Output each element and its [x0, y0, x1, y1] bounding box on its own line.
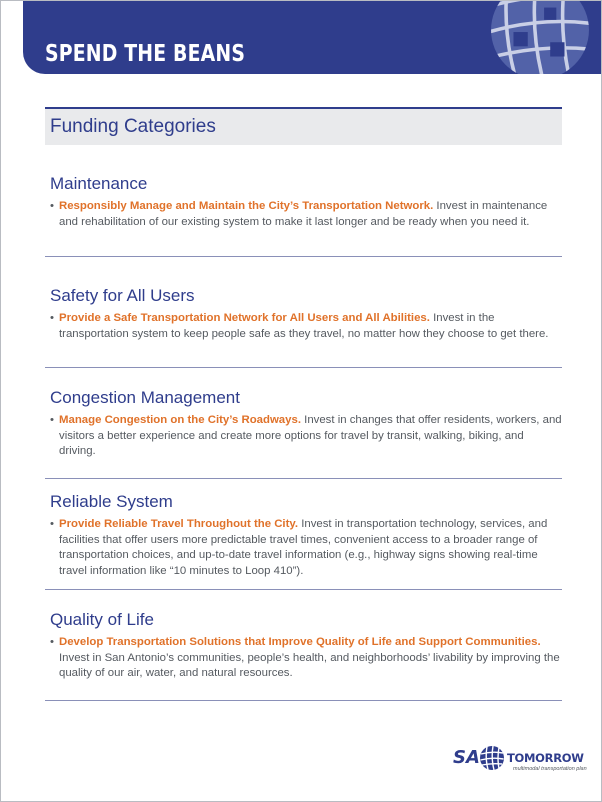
category-text: Invest in San Antonio’s communities, people’s health, and neighborhoods’ livability by improving the quality of our air, water, and natural resources. — [59, 651, 560, 679]
bullet-icon: • — [50, 518, 54, 530]
banner-title: SPEND THE BEANS — [45, 41, 246, 67]
category-title: Safety for All Users — [50, 286, 195, 305]
category-maintenance — [45, 145, 562, 257]
category-title: Reliable System — [50, 492, 173, 511]
category-lead: Develop Transportation Solutions that Improve Quality of Life and Support Communities. — [59, 636, 541, 648]
category-text: Invest in the transportation system to keep people safe as they travel, no matter how they choose to get there. — [59, 312, 549, 340]
logo-sa-text: SA — [453, 747, 480, 768]
bullet-icon: • — [50, 312, 54, 324]
category-safety — [45, 257, 562, 368]
category-description — [50, 635, 562, 682]
category-congestion — [45, 368, 562, 479]
category-description — [50, 517, 562, 579]
category-lead: Provide Reliable Travel Throughout the City. — [59, 518, 299, 530]
category-text: Invest in changes that offer residents, workers, and visitors a better experience and create more options for travel by transit, walking, biking, and driving. — [59, 414, 562, 457]
category-text: Invest in maintenance and rehabilitation of our existing system to make it last longer and be ready when you need it. — [59, 200, 548, 228]
section-heading-bar — [45, 107, 562, 145]
logo-tagline: multimodal transportation plan — [513, 766, 587, 772]
category-lead: Provide a Safe Transportation Network for All Users and All Abilities. — [59, 312, 430, 324]
category-description — [50, 311, 562, 342]
category-lead: Responsibly Manage and Maintain the City’s Transportation Network. — [59, 200, 434, 212]
header-banner — [23, 1, 601, 74]
category-title: Congestion Management — [50, 388, 240, 407]
bullet-icon: • — [50, 200, 54, 212]
category-reliable — [45, 479, 562, 590]
globe-icon — [489, 1, 591, 74]
section-heading: Funding Categories — [50, 116, 216, 137]
category-text: Invest in transportation technology, services, and facilities that offer users more predictable travel times, convenient access to a broader range of transportation choices, and up-to-date travel information (e.g., highway signs showing real-time travel information like “10 minutes to Loop 410”). — [59, 518, 548, 577]
category-quality-of-life — [45, 590, 562, 701]
bullet-icon: • — [50, 414, 54, 426]
category-title: Quality of Life — [50, 610, 154, 629]
category-description — [50, 199, 562, 230]
logo-tomorrow-text: TOMORROW — [507, 751, 584, 765]
logo-globe-icon — [479, 745, 505, 771]
bullet-icon: • — [50, 636, 54, 648]
category-lead: Manage Congestion on the City’s Roadways. — [59, 414, 301, 426]
category-description — [50, 413, 562, 460]
category-title: Maintenance — [50, 174, 148, 193]
content-area — [45, 107, 562, 701]
sa-tomorrow-logo — [453, 745, 585, 777]
